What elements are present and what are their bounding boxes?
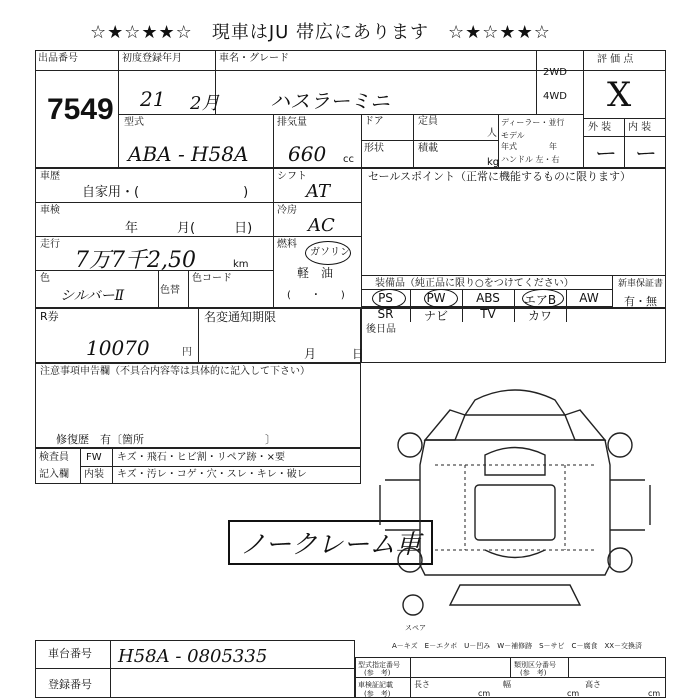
mileage-unit: km [233,259,249,270]
dims-length: 長さ [414,680,430,689]
fw-codes: キズ・飛石・ヒビ割・リペア跡・×要 [117,452,285,463]
registration-month: 2月 [190,93,220,114]
inspector-label2: 記入欄 [39,469,69,480]
dims-width: 幅 [503,680,511,689]
dims-height-unit: cm [648,689,661,698]
shift-value: AT [306,181,331,202]
doors-label: ドア [364,116,384,127]
aircon-label: 冷房 [277,205,297,216]
color-label: 色 [40,273,50,284]
interior-label: 内 装 [628,122,652,133]
banner: ☆★☆★★☆ 現車はJU 帯広にあります ☆★☆★★☆ [90,22,551,43]
type-label: 型式 [124,117,144,128]
displacement-label: 排気量 [277,117,307,128]
load-label: 積載 [418,143,438,154]
model-value: ハスラーミニ [270,89,390,113]
int-label: 内装 [84,469,104,480]
chassis-label: 車台番号 [48,647,92,660]
displacement-value: 660 [288,142,327,166]
car-damage-diagram [365,370,665,630]
fuel-label: 燃料 [277,239,297,250]
inspection-value: 年 月( 日) [125,221,253,236]
equipment-item: PW [426,291,446,305]
history-value: 自家用・( ) [82,185,249,200]
dims-label2: (参 考) [364,690,391,698]
equipment-item: カワ [527,309,552,323]
displacement-unit: cc [343,154,354,165]
int-codes: キズ・汚レ・コゲ・穴・スレ・キレ・破レ [117,469,307,480]
history-label: 車歴 [40,171,60,182]
regnum-label: 登録番号 [48,678,92,691]
exterior-label: 外 装 [588,122,612,133]
capacity-unit: 人 [487,128,497,139]
grade-value: X [607,75,632,115]
chassis-value: H58A - 0805335 [118,646,268,667]
pw-circle [424,289,458,308]
fuel-gas: ガソリン [310,247,350,258]
dealer-line4: ハンドル 左・右 [501,155,560,164]
fw-label: FW [86,452,102,463]
equipment-label: 装備品（純正品に限り○をつけてください） [375,278,574,289]
mileage-value: 7万7千2,50 [75,248,196,273]
inspector-label1: 検査員 [39,452,69,463]
no-claim-stamp: ノークレーム車 [228,520,433,565]
ps-circle [372,289,406,308]
equipment-item: エアB [523,293,557,307]
registration-label: 初度登録年月 [122,53,182,64]
dealer-line2: モデル [501,131,525,140]
fuel-light: 軽 油 [297,266,334,280]
category-label: 類別区分番号 [514,661,556,669]
lot-label: 出品番号 [38,53,78,64]
dealer-line3: 年式 年 [501,142,557,151]
capacity-label: 定員 [418,116,438,127]
equipment-item: ABS [476,291,500,305]
name-change-label: 名変通知期限 [204,310,277,324]
aircon-value: AC [308,215,335,236]
type-value: ABA - H58A [128,142,249,166]
dims-label: 車検証記載 [358,681,393,689]
spec-label: 型式指定番号 [358,661,400,669]
lot-number: 7549 [47,93,114,126]
notes-label: 注意事項申告欄（不具合内容等は具体的に記入して下さい） [40,366,310,377]
after-frame [361,308,666,363]
color-value: シルバーⅡ [60,288,125,304]
grade-label: 評 価 点 [597,54,634,65]
equipment-item: PS [378,291,393,305]
color-change-label: 色替 [160,285,180,296]
exterior-grade: ー [593,142,616,167]
recycle-value: 10070 [86,336,150,360]
equipment-item: TV [480,307,496,321]
warranty-value: 有・無 [624,295,657,308]
load-unit: kg [487,157,500,168]
shift-label: シフト [277,171,307,182]
drive-4wd: 4WD [543,91,567,102]
drive-2wd: 2WD [543,67,567,78]
interior-grade: ー [633,142,656,167]
repair-history: 修復歴 有〔箇所 〕 [56,433,276,446]
dims-length-unit: cm [478,689,491,698]
registration-year: 21 [140,87,166,111]
recycle-unit: 円 [182,347,192,358]
dims-width-unit: cm [567,689,580,698]
color-code-label: 色コード [192,273,232,284]
equipment-item: ナビ [423,309,448,323]
after-label: 後日品 [366,324,396,335]
dims-height: 高さ [585,680,601,689]
shape-label: 形状 [364,143,384,154]
equipment-item: SR [377,307,394,321]
model-label: 車名・グレード [219,53,289,64]
equipment-item: AW [579,291,599,305]
legend: A－キズ E－エクボ U－凹み W－補修跡 S－サビ C－腐食 XX－交換済 [392,642,643,650]
mileage-label: 走行 [40,239,60,250]
inspection-label: 車検 [40,205,60,216]
recycle-label: R券 [40,310,59,323]
category-label2: (参 考) [520,669,547,677]
name-change-value: 月 日 [304,347,365,361]
sales-label: セールスポイント（正常に機能するものに限ります） [368,170,632,183]
warranty-label: 新車保証書 [618,279,664,289]
dealer-line1: ディーラー・並行 [501,118,565,127]
fuel-other: ( ・ ) [287,290,345,301]
airbag-circle [522,289,564,308]
spec-label2: (参 考) [364,669,391,677]
spare-label: スペア [405,624,426,632]
